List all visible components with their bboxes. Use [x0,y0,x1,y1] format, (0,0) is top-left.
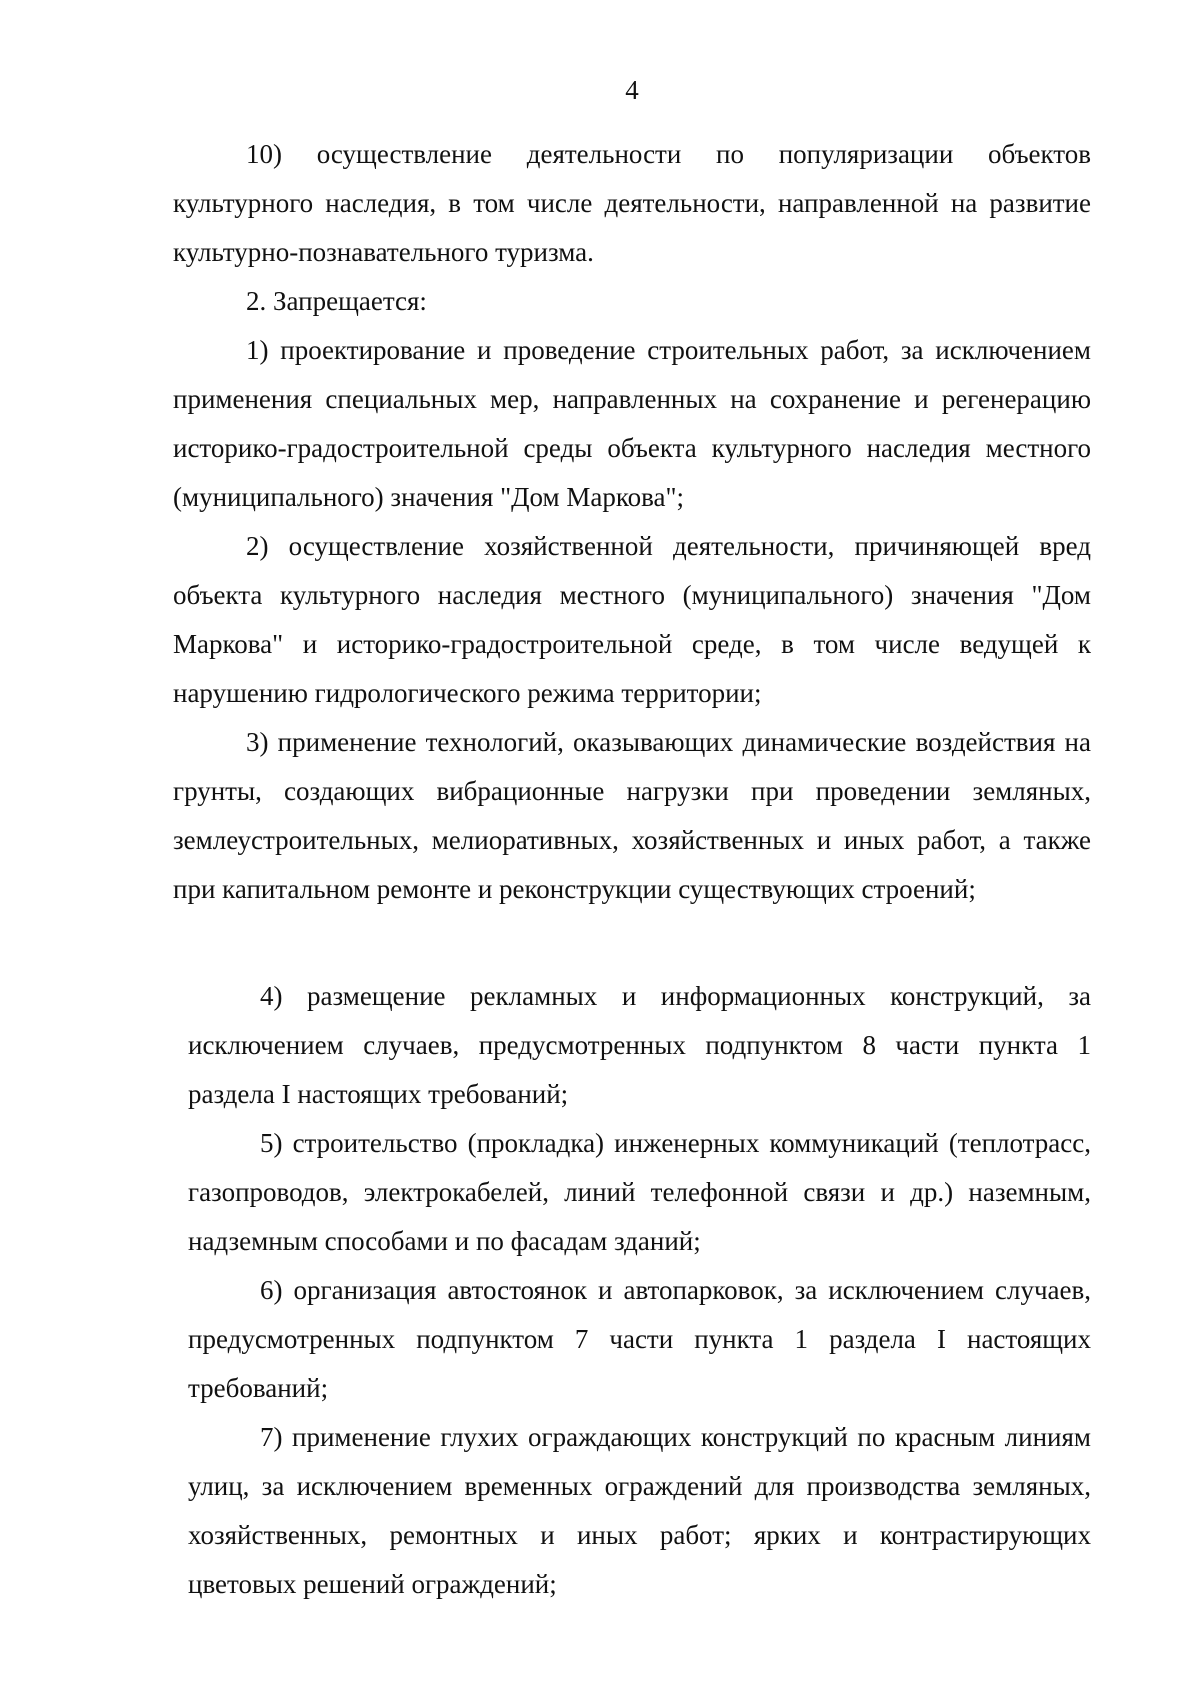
page-number: 4 [625,75,639,105]
paragraph-item-7: 7) применение глухих ограждающих конструкций по красным линиям улиц, за исключением временных ограждений для производства земляных, хозяйственных, ремонтных и иных работ; ярких и контрастирующих цветовых решений ограждений; [188,1422,1091,1599]
paragraph-prohibited-heading: 2. Запрещается: [246,286,427,316]
main-text-block [173,130,1091,914]
paragraph-item-3: 3) применение технологий, оказывающих динамические воздействия на грунты, создающих вибрационные нагрузки при проведении земляных, землеустроительных, мелиоративных, хозяйственных и иных работ, а также при капитальном ремонте и реконструкции существующих строений; [173,727,1091,904]
paragraph-item-10: 10) осуществление деятельности по популяризации объектов культурного наследия, в том числе деятельности, направленной на развитие культурно-познавательного туризма. [173,139,1091,267]
paragraph-item-5: 5) строительство (прокладка) инженерных коммуникаций (теплотрасс, газопроводов, электрокабелей, линий телефонной связи и др.) наземным, надземным способами и по фасадам зданий; [188,1128,1091,1256]
paragraph-item-6: 6) организация автостоянок и автопарковок, за исключением случаев, предусмотренных подпунктом 7 части пункта 1 раздела I настоящих требований; [188,1275,1091,1403]
paragraph-item-1: 1) проектирование и проведение строительных работ, за исключением применения специальных мер, направленных на сохранение и регенерацию историко-градостроительной среды объекта культурного наследия местного (муниципального) значения "Дом Маркова"; [173,335,1091,512]
paragraph-item-4: 4) размещение рекламных и информационных конструкций, за исключением случаев, предусмотренных подпунктом 8 части пункта 1 раздела I настоящих требований; [188,981,1091,1109]
secondary-text-block [188,972,1091,1609]
paragraph-item-2: 2) осуществление хозяйственной деятельности, причиняющей вред объекта культурного наследия местного (муниципального) значения "Дом Маркова" и историко-градостроительной среде, в том числе ведущей к нарушению гидрологического режима территории; [173,531,1091,708]
